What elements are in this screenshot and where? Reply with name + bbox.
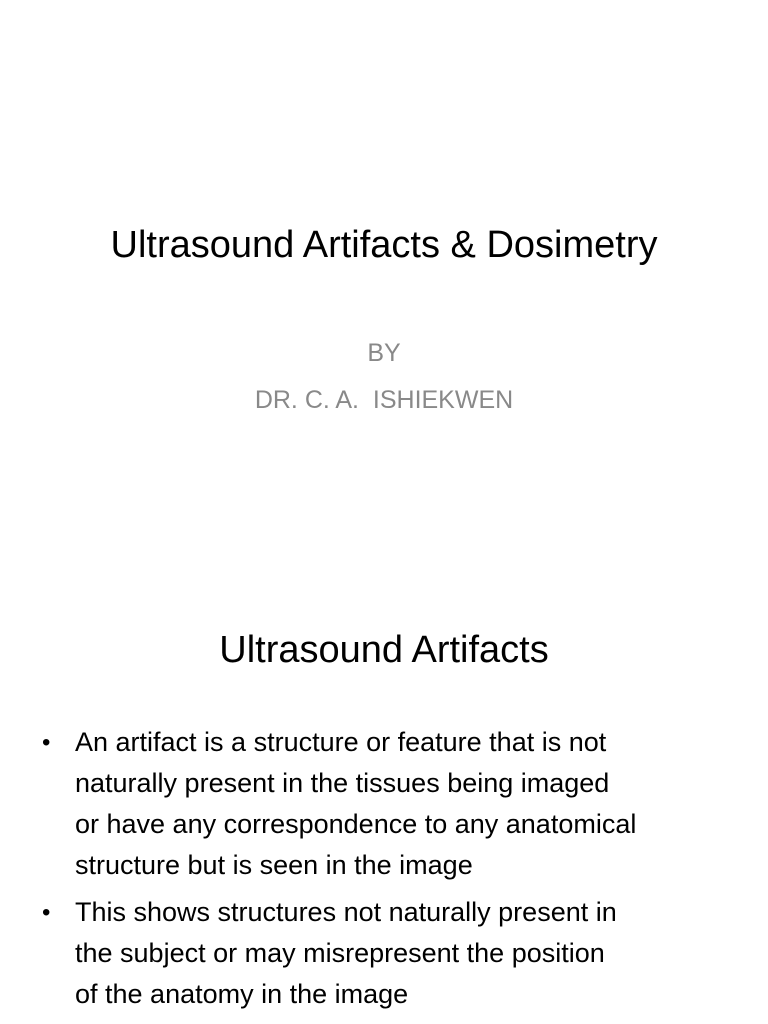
bullet-line: structure but is seen in the image xyxy=(75,850,473,880)
bullet-item xyxy=(38,892,738,1015)
bullet-line: naturally present in the tissues being imaged xyxy=(75,768,610,798)
bullet-line: This shows structures not naturally present in xyxy=(75,897,617,927)
content-slide xyxy=(0,576,768,1024)
subtitle-by: BY xyxy=(367,339,401,367)
slide-title: Ultrasound Artifacts & Dosimetry xyxy=(110,224,658,266)
bullet-line: An artifact is a structure or feature that is not xyxy=(75,727,607,757)
subtitle-author: DR. C. A. ISHIEKWEN xyxy=(254,386,514,414)
bullet-line: of the anatomy in the image xyxy=(75,979,409,1009)
bullet-line: or have any correspondence to any anatomical xyxy=(75,809,637,839)
bullet-icon: • xyxy=(42,899,51,926)
slide-title: Ultrasound Artifacts xyxy=(219,629,549,671)
bullet-icon: • xyxy=(42,729,51,756)
bullet-line: the subject or may misrepresent the position xyxy=(75,938,605,968)
bullet-list xyxy=(38,722,738,1021)
bullet-item xyxy=(38,722,738,886)
